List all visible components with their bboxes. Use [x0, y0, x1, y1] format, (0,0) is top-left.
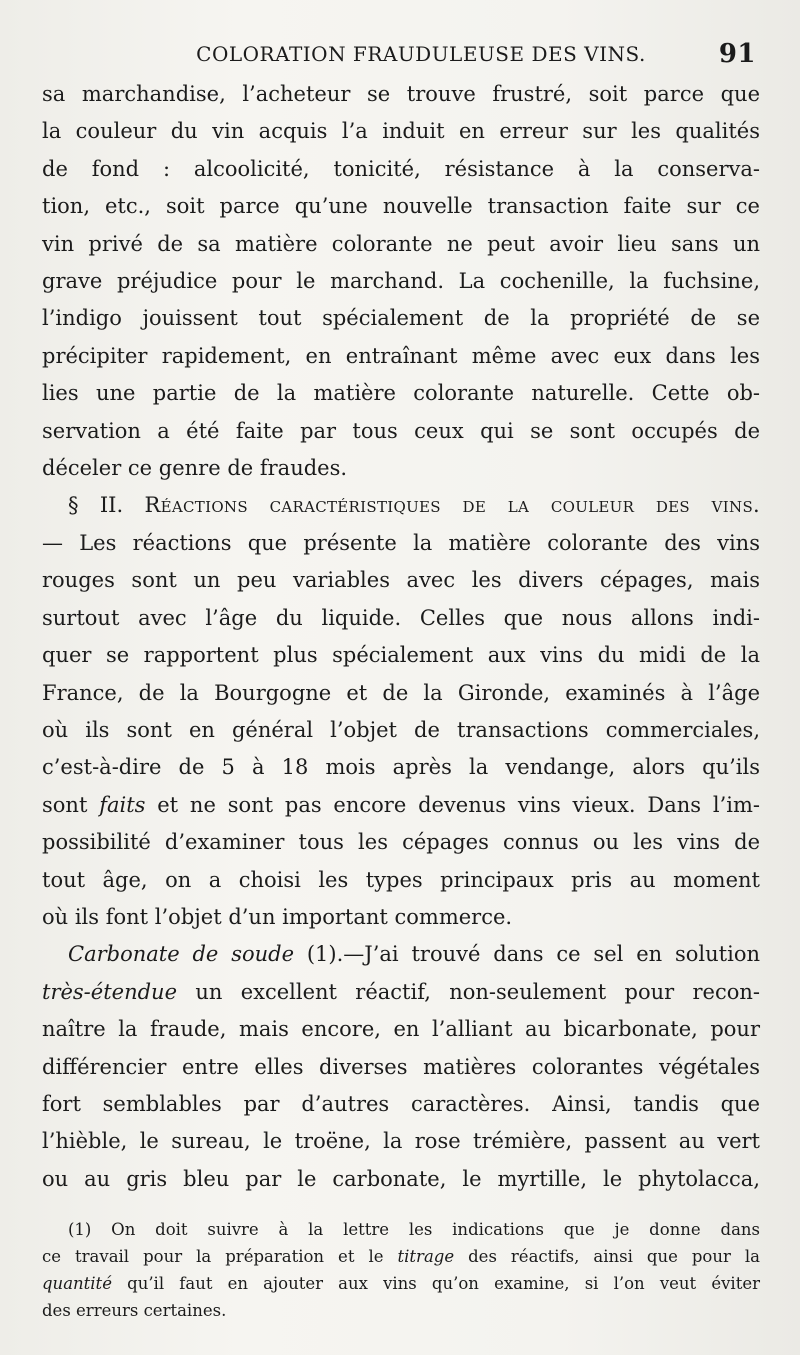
section-heading [42, 487, 760, 524]
italic-term: très-étendue [42, 979, 177, 1004]
text-line: ou au gris bleu par le carbonate, le myrtille, le phytolacca, [42, 1166, 760, 1191]
text-line: vin privé de sa matière colorante ne peut avoir lieu sans un [42, 231, 760, 256]
text-line: différencier entre elles diverses matières colorantes végétales [42, 1054, 760, 1079]
text-line: fort semblables par d’autres caractères. Ainsi, tandis que [42, 1091, 760, 1116]
paragraph-carbonate [42, 936, 760, 1198]
text-line: de fond : alcoolicité, tonicité, résistance à la conserva- [42, 156, 760, 181]
text-line: naître la fraude, mais encore, en l’alliant au bicarbonate, pour [42, 1017, 760, 1042]
paragraph-1 [42, 76, 760, 487]
text-line: précipiter rapidement, en entraînant même avec eux dans les [42, 343, 760, 368]
footnote-line [42, 1270, 760, 1297]
page-number: 91 [718, 39, 756, 69]
italic-word: titrage [397, 1247, 455, 1267]
text-line: tion, etc., soit parce qu’une nouvelle transaction faite sur ce [42, 194, 760, 219]
text-line: déceler ce genre de fraudes. [42, 456, 348, 481]
text-span: et ne sont pas encore devenus vins vieux. Dans l’im- [145, 792, 761, 817]
section-number: § II. [68, 493, 145, 518]
italic-term: Carbonate de soude [68, 942, 295, 967]
italic-word: quantité [42, 1274, 112, 1294]
italic-word: faits [99, 792, 146, 817]
text-line: servation a été faite par tous ceux qui se sont occupés de [42, 418, 760, 443]
running-title: COLORATION FRAUDULEUSE DES VINS. [196, 42, 646, 66]
text-line: possibilité d’examiner tous les cépages connus ou les vins de [42, 830, 760, 855]
text-line: où ils font l’objet d’un important commerce. [42, 904, 513, 929]
text-line: où ils sont en général l’objet de transactions commerciales, [42, 717, 760, 742]
text-line: la couleur du vin acquis l’a induit en erreur sur les qualités [42, 119, 760, 144]
text-line: France, de la Bourgogne et de la Gironde, examinés à l’âge [42, 680, 760, 705]
footnote [42, 1216, 760, 1324]
text-span: qu’il faut en ajouter aux vins qu’on examine, si l’on veut éviter [111, 1274, 760, 1294]
text-line [42, 936, 760, 973]
text-line [42, 974, 760, 1011]
section-2 [42, 487, 760, 936]
footnote-line: des erreurs certaines. [42, 1301, 227, 1321]
text-span: un excellent réactif, non-seulement pour recon- [177, 979, 760, 1004]
text-span: sont [42, 792, 100, 817]
text-line: lies une partie de la matière colorante naturelle. Cette ob- [42, 381, 760, 406]
text-line: tout âge, on a choisi les types principaux pris au moment [42, 867, 760, 892]
text-line: quer se rapportent plus spécialement aux vins du midi de la [42, 643, 760, 668]
footnote-line [42, 1243, 760, 1270]
running-header [42, 32, 760, 76]
text-line: c’est-à-dire de 5 à 18 mois après la vendange, alors qu’ils [42, 755, 760, 780]
text-line: l’indigo jouissent tout spécialement de la propriété de se [42, 306, 760, 331]
text-span: des réactifs, ainsi que pour la [454, 1247, 760, 1267]
text-line: rouges sont un peu variables avec les divers cépages, mais [42, 568, 760, 593]
text-line: l’hièble, le sureau, le troëne, la rose trémière, passent au vert [42, 1129, 760, 1154]
text-line: grave préjudice pour le marchand. La cochenille, la fuchsine, [42, 269, 760, 294]
section-title: Réactions caractéristiques de la couleur des vins. [144, 493, 761, 518]
text-line: sa marchandise, l’acheteur se trouve frustré, soit parce que [42, 82, 760, 106]
text-line: surtout avec l’âge du liquide. Celles que nous allons indi- [42, 605, 760, 630]
text-span: (1).—J’ai trouvé dans ce sel en solution [294, 942, 760, 967]
text-span: ce travail pour la préparation et le [42, 1247, 398, 1267]
text-line: — Les réactions que présente la matière colorante des vins [42, 530, 760, 555]
footnote-line: (1) On doit suivre à la lettre les indications que je donne dans [68, 1220, 760, 1240]
text-line [42, 787, 760, 824]
